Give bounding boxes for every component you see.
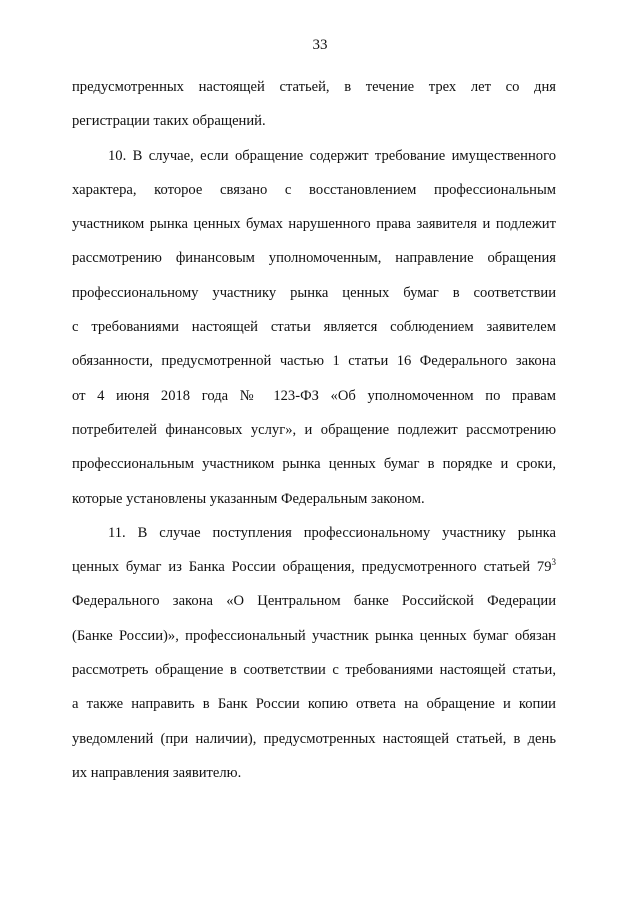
text-line: рассмотреть обращение в соответствии с требованиями настоящей статьи, bbox=[72, 662, 556, 679]
text-line: предусмотренных настоящей статьей, в течение трех лет со дня bbox=[72, 79, 556, 95]
text-line: профессиональному участнику рынка ценных бумаг в соответствии bbox=[72, 284, 556, 301]
text-line: обязанности, предусмотренной частью 1 статьи 16 Федерального закона bbox=[72, 353, 556, 370]
text-line: участником рынка ценных бумах нарушенного права заявителя и подлежит bbox=[72, 216, 556, 233]
page-number: 33 bbox=[312, 37, 328, 53]
text-line: Федерального закона «О Центральном банке Российской Федерации bbox=[72, 593, 556, 610]
article-superscript: 3 bbox=[551, 557, 556, 568]
text-line-with-superscript bbox=[72, 556, 556, 590]
text-line: профессиональным участником рынка ценных бумаг в порядке и сроки, bbox=[72, 456, 556, 473]
text-line: ценных бумаг из Банка России обращения, предусмотренного статьей 79 bbox=[72, 559, 552, 576]
text-line: характера, которое связано с восстановлением профессиональным bbox=[72, 181, 556, 198]
text-line: (Банке России)», профессиональный участник рынка ценных бумаг обязан bbox=[72, 627, 556, 644]
text-line: от 4 июня 2018 года № 123-ФЗ «Об уполномоченном по правам bbox=[72, 387, 556, 404]
text-line: которые установлены указанным Федеральным законом. bbox=[72, 490, 425, 507]
text-line: рассмотрению финансовым уполномоченным, направление обращения bbox=[72, 250, 556, 267]
document-body bbox=[72, 76, 556, 796]
text-line: с требованиями настоящей статьи является соблюдением заявителем bbox=[72, 319, 556, 336]
text-line: потребителей финансовых услуг», и обращение подлежит рассмотрению bbox=[72, 421, 556, 438]
paragraph-10-start: 10. В случае, если обращение содержит требование имущественного bbox=[108, 147, 556, 164]
text-line: уведомлений (при наличии), предусмотренных настоящей статьей, в день bbox=[72, 730, 556, 747]
text-line: их направления заявителю. bbox=[72, 764, 242, 781]
text-line: регистрации таких обращений. bbox=[72, 113, 266, 130]
paragraph-11-start: 11. В случае поступления профессиональному участнику рынка bbox=[108, 524, 556, 541]
text-line: а также направить в Банк России копию ответа на обращение и копии bbox=[72, 696, 556, 713]
